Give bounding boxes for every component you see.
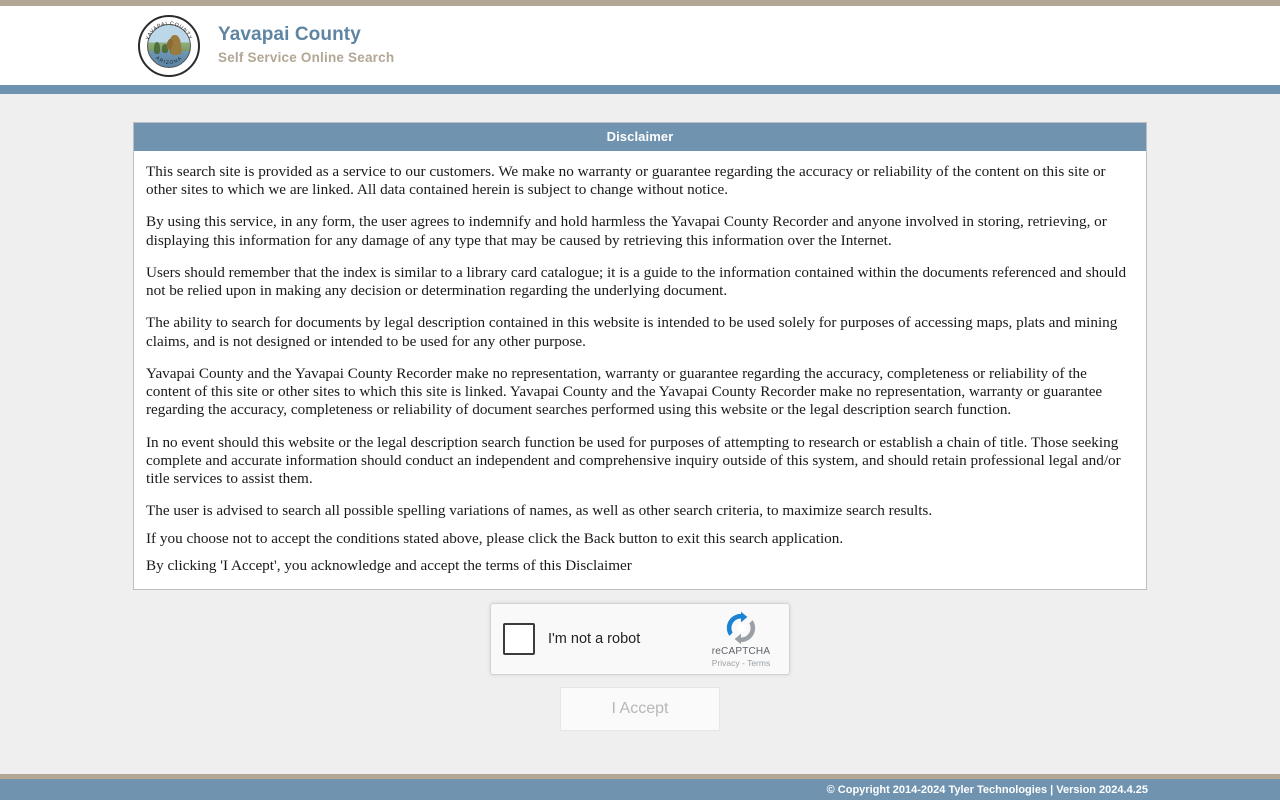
site-title: Yavapai County: [218, 24, 361, 46]
disclaimer-panel: [133, 122, 1147, 590]
recaptcha-checkbox[interactable]: [503, 623, 535, 655]
site-header: [0, 6, 1280, 85]
main-content: [0, 94, 1280, 731]
disclaimer-paragraph: By clicking 'I Accept', you acknowledge and accept the terms of this Disclaimer: [146, 556, 632, 574]
site-subtitle: Self Service Online Search: [218, 50, 395, 66]
footer-bar: [0, 779, 1280, 800]
disclaimer-paragraph: Yavapai County and the Yavapai County Recorder make no representation, warranty or guarantee regarding the accuracy, completeness or reliability of the content of this site or other sites to which this site is linked. Yavapai County and the Yavapai County Recorder make no representation, warranty or guarantee regarding the accuracy, completeness or reliability of document searches performed using this website or the legal description search function.: [146, 364, 1103, 419]
recaptcha-logo-icon: [724, 611, 758, 645]
footer-copyright-text: © Copyright 2014-2024 Tyler Technologies | Version 2024.4.25: [826, 783, 1148, 796]
i-accept-button[interactable]: I Accept: [560, 687, 720, 731]
disclaimer-panel-title: Disclaimer: [134, 123, 1146, 151]
accept-button-container: [0, 687, 1280, 731]
recaptcha-branding: [703, 611, 779, 668]
disclaimer-paragraph: In no event should this website or the legal description search function be used for purposes of attempting to research or establish a chain of title. Those seeking complete and accurate information should conduct an independent and comprehensive inquiry outside of this system, and should retain professional legal and/or title services to assist them.: [146, 433, 1121, 488]
header-titles: [218, 25, 394, 66]
recaptcha-privacy-terms-links[interactable]: Privacy - Terms: [711, 657, 771, 668]
county-seal-logo: [138, 15, 200, 77]
seal-top-text: YAVAPAI COUNTY: [144, 20, 194, 41]
header-divider-band: [0, 85, 1280, 94]
disclaimer-paragraph: The user is advised to search all possible spelling variations of names, as well as other search criteria, to maximize search results.: [146, 502, 933, 520]
recaptcha-container: [0, 603, 1280, 675]
recaptcha-widget[interactable]: [490, 603, 790, 675]
disclaimer-text-body: [134, 151, 1146, 589]
disclaimer-paragraph: By using this service, in any form, the user agrees to indemnify and hold harmless the Yavapai County Recorder and anyone involved in storing, retrieving, or displaying this information for any damage of any type that may be caused by retrieving this information over the Internet.: [146, 213, 1107, 249]
seal-ring-text: [140, 17, 198, 75]
recaptcha-label: I'm not a robot: [548, 630, 641, 647]
disclaimer-paragraph: If you choose not to accept the conditions stated above, please click the Back button to exit this search application.: [146, 529, 844, 547]
disclaimer-paragraph: This search site is provided as a service to our customers. We make no warranty or guarantee regarding the accuracy or reliability of the content on this site or other sites to which we are linked. All data contained herein is subject to change without notice.: [146, 163, 1106, 199]
recaptcha-brand-name: reCAPTCHA: [711, 645, 771, 657]
disclaimer-paragraph: The ability to search for documents by legal description contained in this website is intended to be used solely for purposes of accessing maps, plats and mining claims, and is not designed or intended to be used for any other purpose.: [146, 314, 1118, 350]
seal-bottom-text: ARIZONA: [154, 54, 184, 66]
disclaimer-paragraph: Users should remember that the index is similar to a library card catalogue; it is a guide to the information contained within the documents referenced and should not be relied upon in making any decision or determination regarding the underlying document.: [146, 263, 1127, 300]
